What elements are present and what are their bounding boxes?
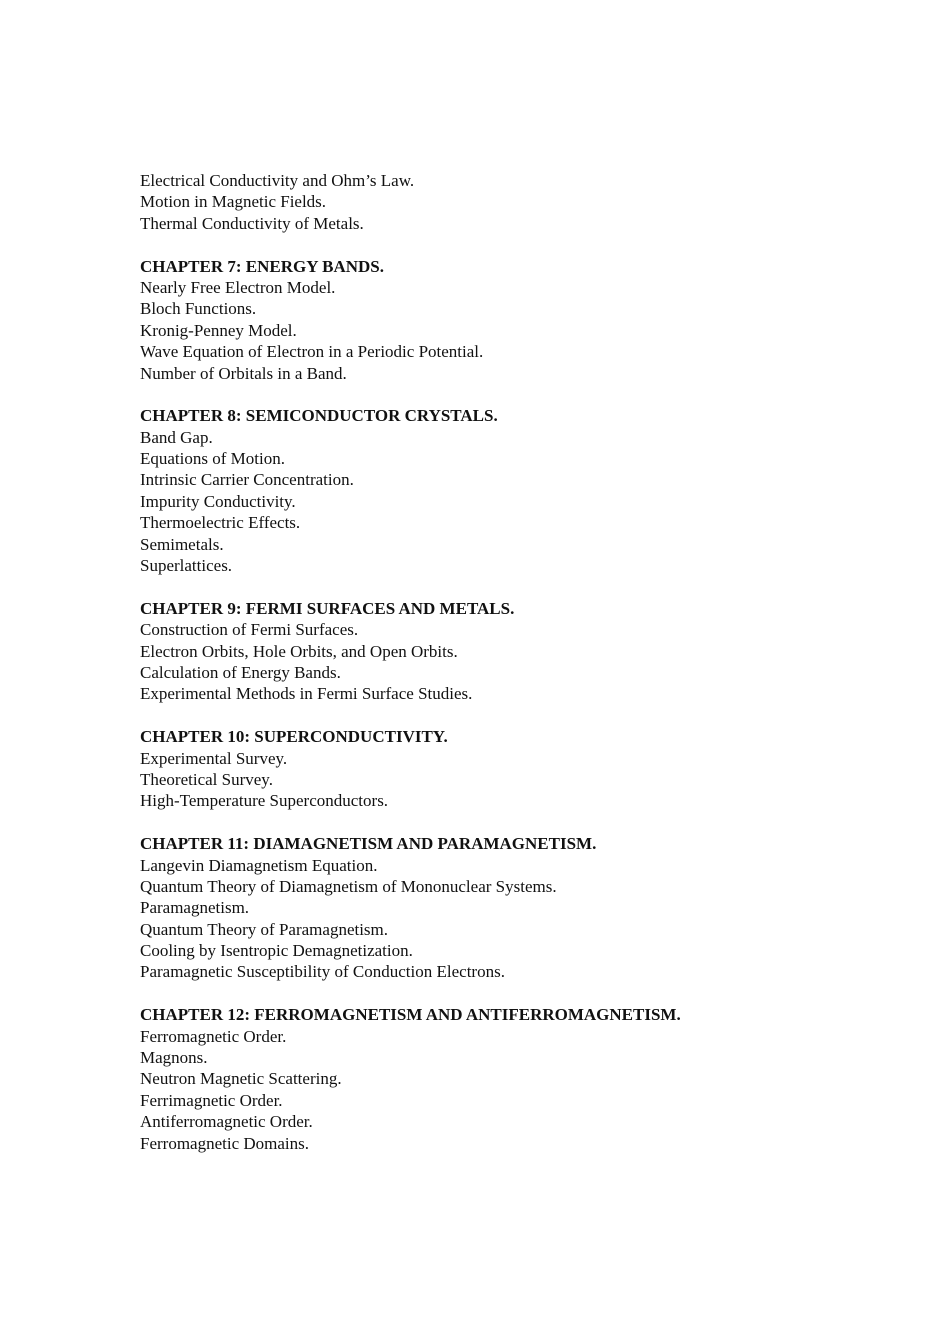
list-item: Equations of Motion.: [140, 449, 285, 469]
chapter-10-section: [140, 726, 900, 812]
list-item: Paramagnetic Susceptibility of Conduction Electrons.: [140, 962, 505, 982]
list-item: Langevin Diamagnetism Equation.: [140, 855, 378, 875]
chapter-heading: CHAPTER 8: SEMICONDUCTOR CRYSTALS.: [140, 406, 498, 426]
chapter-11-section: [140, 833, 900, 983]
list-item: Experimental Survey.: [140, 748, 288, 768]
list-item: Quantum Theory of Paramagnetism.: [140, 919, 389, 939]
list-item: Semimetals.: [140, 534, 224, 554]
list-item: Ferromagnetic Domains.: [140, 1133, 310, 1153]
chapter-heading: CHAPTER 12: FERROMAGNETISM AND ANTIFERROMAGNETISM.: [140, 1005, 681, 1025]
list-item: Intrinsic Carrier Concentration.: [140, 470, 354, 490]
chapter-heading: CHAPTER 9: FERMI SURFACES AND METALS.: [140, 598, 515, 618]
list-item: Magnons.: [140, 1048, 208, 1068]
list-item: Bloch Functions.: [140, 299, 257, 319]
list-item: Motion in Magnetic Fields.: [140, 192, 327, 212]
list-item: Thermal Conductivity of Metals.: [140, 213, 364, 233]
chapter-heading: CHAPTER 10: SUPERCONDUCTIVITY.: [140, 727, 448, 747]
list-item: Ferromagnetic Order.: [140, 1026, 287, 1046]
document-page: [140, 170, 900, 1154]
intro-list: [140, 170, 900, 234]
list-item: High-Temperature Superconductors.: [140, 791, 389, 811]
list-item: Ferrimagnetic Order.: [140, 1090, 283, 1110]
chapter-heading: CHAPTER 7: ENERGY BANDS.: [140, 256, 385, 276]
list-item: Neutron Magnetic Scattering.: [140, 1069, 342, 1089]
list-item: Electrical Conductivity and Ohm’s Law.: [140, 171, 415, 190]
chapter-8-section: [140, 405, 900, 576]
list-item: Impurity Conductivity.: [140, 491, 296, 511]
list-item: Nearly Free Electron Model.: [140, 277, 336, 297]
list-item: Kronig-Penney Model.: [140, 320, 297, 340]
list-item: Quantum Theory of Diamagnetism of Mononuclear Systems.: [140, 876, 557, 896]
list-item: Paramagnetism.: [140, 898, 250, 918]
list-item: Theoretical Survey.: [140, 769, 273, 789]
chapter-9-section: [140, 598, 900, 705]
list-item: Electron Orbits, Hole Orbits, and Open Orbits.: [140, 641, 458, 661]
list-item: Calculation of Energy Bands.: [140, 662, 341, 682]
list-item: Number of Orbitals in a Band.: [140, 363, 347, 383]
list-item: Thermoelectric Effects.: [140, 513, 301, 533]
chapter-heading: CHAPTER 11: DIAMAGNETISM AND PARAMAGNETISM.: [140, 834, 597, 854]
list-item: Cooling by Isentropic Demagnetization.: [140, 941, 413, 961]
list-item: Antiferromagnetic Order.: [140, 1112, 313, 1132]
list-item: Construction of Fermi Surfaces.: [140, 620, 359, 640]
chapter-12-section: [140, 1004, 900, 1154]
list-item: Band Gap.: [140, 427, 213, 447]
list-item: Experimental Methods in Fermi Surface Studies.: [140, 684, 473, 704]
list-item: Superlattices.: [140, 556, 233, 576]
chapter-7-section: [140, 256, 900, 384]
list-item: Wave Equation of Electron in a Periodic Potential.: [140, 342, 484, 362]
